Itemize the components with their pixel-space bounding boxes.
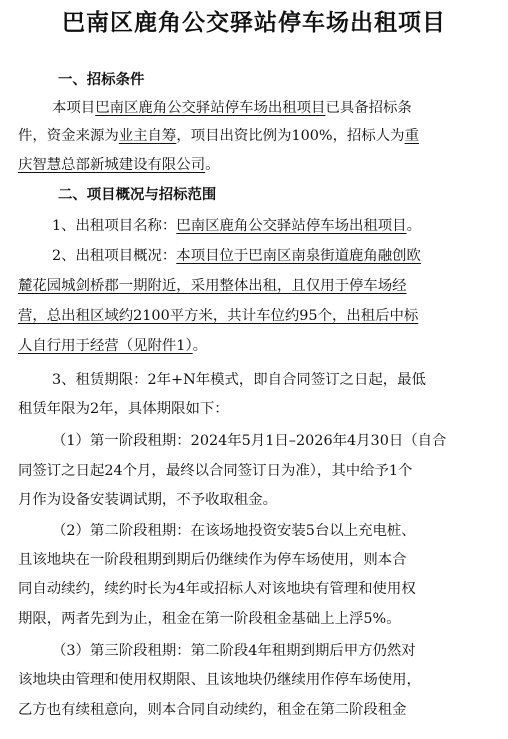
- page-title: 巴南区鹿角公交驿站停车场出租项目: [62, 10, 446, 36]
- paragraph-line: 同签订之日起24个月，最终以合同签订日为准），其中给予1个: [18, 463, 413, 479]
- paragraph-line: 乙方也有续租意向，则本合同自动续约，租金在第二阶段租金: [18, 702, 407, 718]
- text-span: ，项目出资比例为100%，招标人为: [176, 128, 405, 144]
- paragraph-line: [52, 246, 421, 266]
- project-overview-underlined: 本项目位于巴南区南泉街道鹿角融创欧: [176, 248, 421, 264]
- text-span: 。: [406, 218, 421, 234]
- paragraph-line: 3、租赁期限：2年+N年模式，即自合同签订之日起，最低: [52, 372, 426, 388]
- project-name-underlined: 巴南区鹿角公交驿站停车场出租项目: [95, 100, 326, 116]
- paragraph-line: 同自动续约，续约时长为4年或招标人对该地块有管理和使用权: [18, 581, 416, 597]
- paragraph-line: [18, 155, 220, 175]
- fund-source-underlined: 业主自筹: [118, 128, 177, 144]
- paragraph-line: 租赁年限为2年，具体期限如下：: [18, 401, 229, 417]
- paragraph-line: 且该地块在一阶段租期到期后仍继续作为停车场使用，则本合: [18, 552, 407, 568]
- paragraph-line: （3）第三阶段租期：第二阶段4年租期到期后甲方仍然对: [52, 643, 416, 659]
- section-heading-project-overview: 二、项目概况与招标范围: [58, 187, 217, 203]
- paragraph-line: [52, 216, 421, 236]
- text-span: 已具备招标条: [325, 100, 412, 116]
- paragraph-line: 期限，两者先到为止，租金在第一阶段租金基础上上浮5%。: [18, 611, 401, 627]
- paragraph-line: [52, 98, 412, 118]
- paragraph-line: （2）第二阶段租期：在该场地投资安装5台以上充电桩、: [52, 523, 416, 539]
- paragraph-line: 该地块由管理和使用权期限、且该地块仍继续用作停车场使用，: [18, 672, 421, 688]
- paragraph-line: （1）第一阶段租期：2024年5月1日–2026年4月30日（自合: [52, 433, 447, 449]
- text-span: 本项目: [52, 100, 96, 116]
- paragraph-line: [18, 336, 207, 356]
- tenderer-underlined: 庆智慧总部新城建设有限公司: [18, 157, 206, 173]
- project-name-underlined: 巴南区鹿角公交驿站停车场出租项目: [176, 218, 407, 234]
- paragraph-line: 营，总出租区域约2100平方米，共计车位约95个，出租后中标: [18, 308, 419, 324]
- paragraph-line: [18, 126, 419, 146]
- tenderer-underlined: 重: [404, 128, 419, 144]
- text-span: 件，资金来源为: [18, 128, 119, 144]
- project-overview-underlined: 人自行用于经营（见附件1）: [18, 338, 193, 354]
- text-span: 2、出租项目概况：: [52, 248, 177, 264]
- paragraph-line: 麓花园城剑桥郡一期附近，采用整体出租，且仅用于停车场经: [18, 278, 407, 294]
- paragraph-line: 月作为设备安装调试期，不予收取租金。: [18, 492, 278, 508]
- text-span: 。: [192, 338, 208, 354]
- text-span: 。: [205, 157, 220, 173]
- text-span: 1、出租项目名称：: [52, 218, 177, 234]
- section-heading-bidding-conditions: 一、招标条件: [58, 72, 145, 88]
